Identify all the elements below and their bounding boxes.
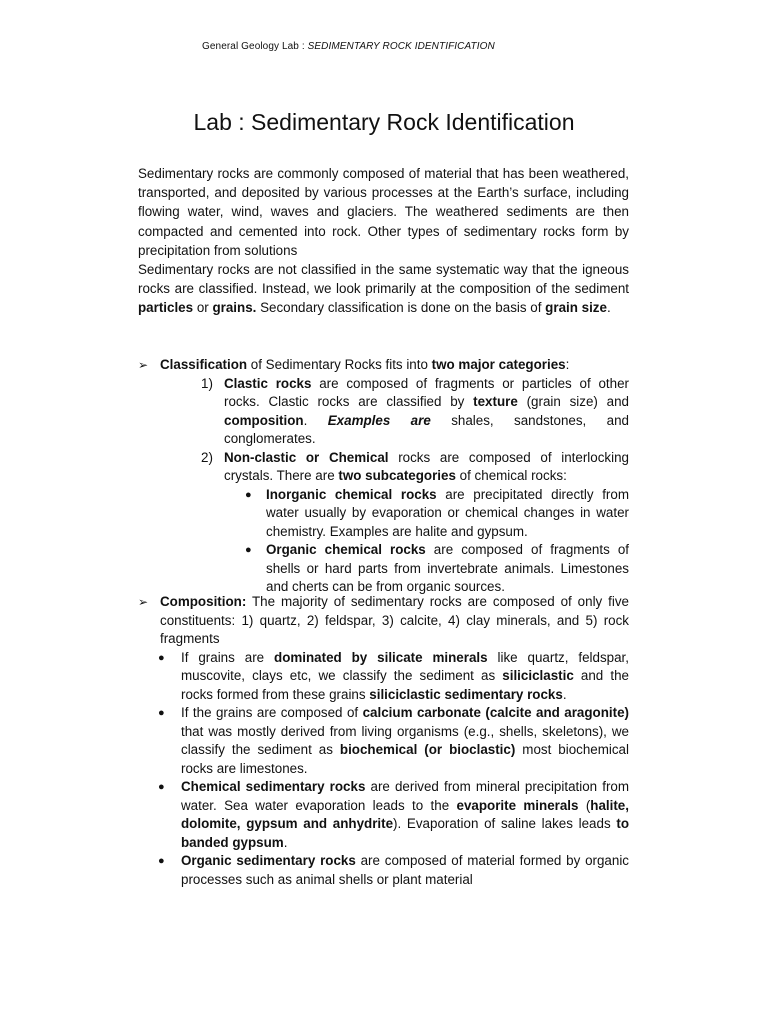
item-text: rocks are composed of interlocking crystals. There are [224, 449, 629, 483]
classification-section [138, 356, 629, 597]
category-list [138, 375, 629, 486]
item-text: If the grains are composed of [181, 705, 363, 720]
item-text: ). Evaporation of saline lakes leads [393, 816, 617, 831]
bullet-dot-icon: ● [158, 855, 165, 867]
item-text: are composed of fragments of shells or hard parts from invertebrate animals. Limestones and cherts can be from organic sources. [266, 542, 629, 594]
list-item [138, 778, 629, 852]
list-item [138, 704, 629, 778]
heading-text: of Sedimentary Rocks fits into [247, 357, 432, 372]
list-item [138, 541, 629, 597]
item-text: that was mostly derived from living organisms (e.g., shells, skeletons), we classify the sediment as [181, 723, 629, 757]
heading-text: : [565, 357, 570, 372]
list-item [138, 852, 629, 889]
item-term: texture [473, 394, 518, 409]
composition-section [138, 593, 629, 889]
item-term: Organic sedimentary rocks [181, 853, 356, 868]
item-term: siliciclastic sedimentary rocks [369, 686, 563, 702]
item-text: (grain size) and [517, 394, 629, 409]
heading-text: The majority of sedimentary rocks are composed of only five constituents: 1) quartz, 2) feldspar, 3) calcite, 4) clay minerals, and 5) rock fragments [160, 594, 629, 646]
item-term: Chemical sedimentary rocks [181, 779, 366, 794]
list-number: 1) [201, 375, 213, 391]
item-term: biochemical (or bioclastic) [339, 742, 516, 757]
intro-text: Secondary classification is done on the basis of [256, 300, 546, 316]
intro-text: Sedimentary rocks are not classified in the same systematic way that the igneous rocks are classified. Instead, we look primarily at the composition of the sediment [138, 262, 629, 297]
item-text: shales, sandstones, and conglomerates. [224, 412, 629, 446]
item-term: calcium carbonate (calcite and aragonite) [362, 705, 630, 720]
classification-heading [138, 356, 629, 375]
bullet-dot-icon: ● [158, 651, 165, 664]
composition-list [138, 649, 629, 890]
item-term: evaporite minerals [456, 797, 579, 813]
bullet-dot-icon: ● [245, 544, 252, 556]
heading-bold: Classification [160, 357, 248, 372]
intro-section [138, 164, 629, 318]
list-item [138, 486, 629, 542]
composition-heading [138, 593, 629, 649]
header-course: General Geology Lab : [202, 41, 308, 52]
item-text: are composed of fragments or particles of other rocks. Clastic rocks are classified by [224, 375, 629, 409]
item-text: are composed of material formed by organic processes such as animal shells or plant material [181, 853, 629, 887]
item-term: Clastic rocks [224, 375, 312, 391]
arrow-bullet-icon: ➢ [138, 595, 149, 609]
page-title: Lab : Sedimentary Rock Identification [193, 109, 575, 135]
item-term: composition [224, 412, 304, 428]
item-text: . [562, 686, 567, 702]
arrow-bullet-icon: ➢ [138, 358, 149, 372]
bullet-dot-icon: ● [158, 707, 165, 719]
item-text: If grains are [181, 649, 275, 665]
header-subject: SEDIMENTARY ROCK IDENTIFICATION [307, 41, 495, 52]
intro-paragraph-1: Sedimentary rocks are commonly composed of material that has been weathered, transported, and deposited by various processes at the Earth’s surface, including flowing water, wind, waves and glaciers. The weathered sediments are then compacted and cemented into rock. Other types of sedimentary rocks form by precipitation from solutions [138, 166, 629, 258]
intro-text: or [193, 300, 213, 316]
intro-paragraph-2 [138, 260, 629, 318]
item-text: are derived from mineral precipitation from water. Sea water evaporation leads to the [181, 779, 629, 813]
item-text: of chemical rocks: [455, 468, 567, 483]
list-item [138, 375, 629, 449]
item-text: are precipitated directly from water usually by evaporation or chemical changes in water chemistry. Examples are halite and gypsum. [266, 486, 629, 539]
item-term: Organic chemical rocks [266, 542, 426, 557]
item-term: two subcategories [338, 468, 456, 483]
intro-bold-grain-size: grain size [545, 300, 607, 316]
bullet-dot-icon: ● [158, 781, 165, 793]
item-term: halite, dolomite, gypsum and anhydrite [181, 797, 629, 831]
intro-text: . [606, 300, 611, 316]
list-item [138, 449, 629, 486]
item-term: Non-clastic or Chemical [224, 449, 389, 465]
intro-bold-particles: particles [138, 300, 194, 316]
list-number: 2) [201, 449, 213, 465]
item-term: Inorganic chemical rocks [266, 486, 437, 502]
bullet-dot-icon: ● [245, 488, 252, 501]
item-text: and the rocks formed from these grains [181, 668, 629, 702]
item-term: dominated by silicate minerals [274, 649, 488, 665]
item-emphasis: Examples are [327, 412, 431, 428]
item-text: like quartz, feldspar, muscovite, clays etc, we classify the sediment as [181, 649, 629, 683]
heading-bold: Composition: [160, 594, 247, 609]
intro-bold-grains: grains. [212, 300, 257, 316]
item-term: siliciclastic [502, 668, 574, 683]
item-text: . [283, 834, 288, 850]
item-text: most biochemical rocks are limestones. [181, 742, 629, 776]
subcategory-list [138, 486, 629, 597]
running-header [202, 41, 495, 52]
list-item [138, 649, 629, 705]
item-term: to banded gypsum [181, 816, 629, 850]
item-text: . [303, 412, 328, 428]
heading-bold: two major categories [431, 357, 566, 372]
item-text: ( [578, 797, 591, 813]
